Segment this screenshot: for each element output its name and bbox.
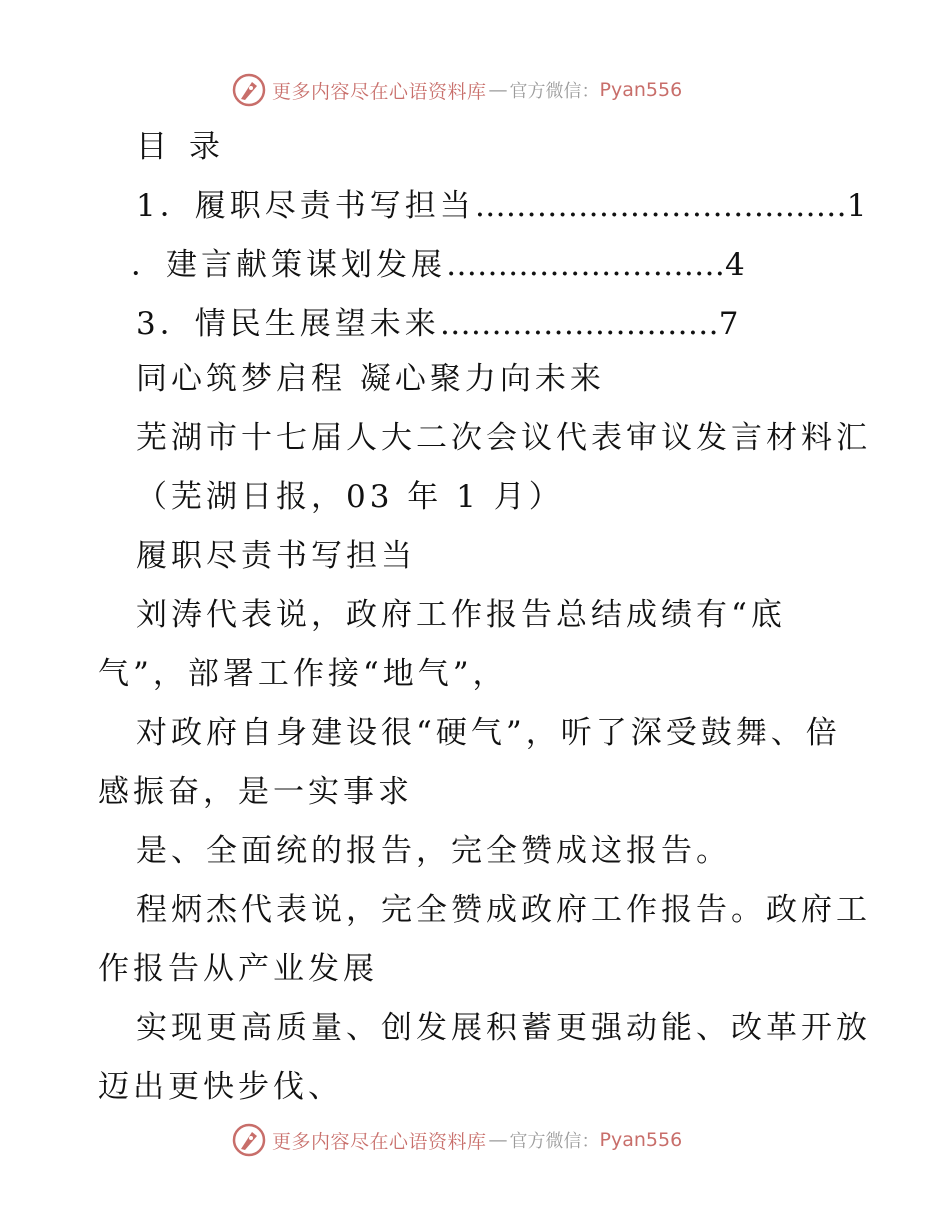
toc-item-label: ．建言献策谋划发展 (131, 247, 446, 283)
paragraph-line: 迈出更快步伐、 (98, 1069, 343, 1105)
toc-item[interactable] (131, 245, 745, 285)
watermark-separator: — (488, 1129, 508, 1151)
paragraph-line: 刘涛代表说，政府工作报告总结成绩有“底 (136, 597, 786, 633)
paragraph-line: 实现更高质量、创发展积蓄更强动能、改革开放 (136, 1010, 871, 1046)
toc-item-page: 1 (846, 188, 867, 224)
watermark-wechat-label: 官方微信： (509, 1131, 600, 1152)
toc-item-leader: ……………………………… (474, 188, 847, 224)
toc-title: 目录 (136, 129, 242, 165)
watermark-wechat-id: Pyan556 (599, 79, 683, 101)
paragraph-line: 对政府自身建设很“硬气”，听了深受鼓舞、倍 (136, 715, 841, 751)
toc-item[interactable] (136, 186, 866, 226)
article-subtitle: 芜湖市十七届人大二次会议代表审议发言材料汇 (136, 420, 871, 456)
section-heading: 履职尽责书写担当 (136, 538, 416, 574)
pen-nib-logo-icon (232, 73, 266, 107)
pen-nib-logo-icon (232, 1123, 266, 1157)
header-watermark (232, 72, 682, 108)
toc-item[interactable] (136, 304, 738, 344)
watermark-text: 更多内容尽在心语资料库 (272, 1130, 487, 1153)
toc-item-leader: ……………………… (446, 247, 725, 283)
toc-item-label: 3．情民生展望未来 (136, 306, 440, 342)
toc-item-leader: ……………………… (439, 306, 719, 342)
watermark-wechat-id: Pyan556 (599, 1129, 683, 1151)
watermark-text: 更多内容尽在心语资料库 (272, 80, 487, 103)
paragraph-line: 程炳杰代表说，完全赞成政府工作报告。政府工 (136, 892, 871, 928)
toc-item-page: 7 (718, 306, 739, 342)
paragraph-line: 作报告从产业发展 (98, 951, 378, 987)
paragraph-line: 感振奋，是一实事求 (98, 774, 413, 810)
watermark-wechat-label: 官方微信： (509, 81, 600, 102)
paragraph-line: 气”，部署工作接“地气”， (98, 656, 508, 692)
toc-item-page: 4 (725, 247, 745, 283)
footer-watermark (232, 1122, 682, 1158)
article-source: （芜湖日报，03 年 1 月） (136, 479, 564, 515)
paragraph-line: 是、全面统的报告，完全赞成这报告。 (136, 833, 731, 869)
article-title: 同心筑梦启程 凝心聚力向未来 (136, 361, 605, 397)
toc-item-label: 1．履职尽责书写担当 (136, 188, 475, 224)
watermark-separator: — (488, 79, 508, 101)
